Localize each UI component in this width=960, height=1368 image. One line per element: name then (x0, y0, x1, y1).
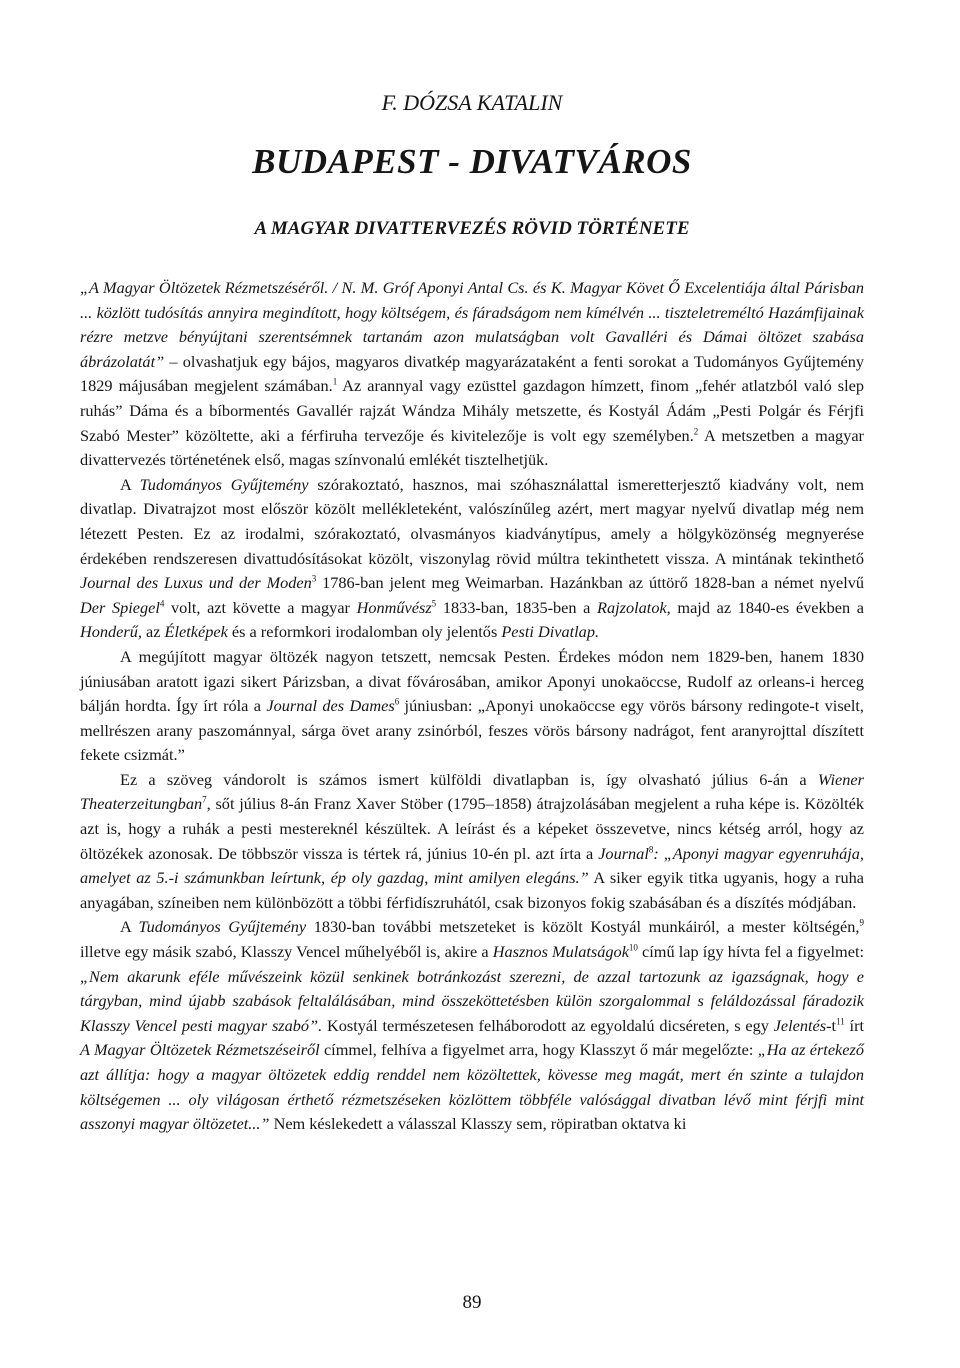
text-run: „Ha az értekező azt állítja: hogy a magyar öltözetek eddig renddel nem közöltettek, kövesse meg magát, mert én szinte a tulajdon költségemen ... oly világosan érthető rézmetszéseken közlöttem többféle valósággal divatban lévő mint férjfi mint asszonyi magyar öltözetet...” (80, 1040, 864, 1134)
text-run: : „Aponyi magyar egyenruhája, amelyet az 5.-i számunkban leírtunk, ép oly gazdag, mint amilyen elegáns.” (80, 843, 864, 888)
text-run: írt (844, 1015, 865, 1035)
text-run: Journal (598, 843, 649, 863)
text-run: Honművész (356, 597, 432, 617)
footnote-ref: 4 (159, 598, 165, 609)
text-run: Pesti Divatlap. (501, 622, 600, 642)
text-run: címmel, felhíva a figyelmet arra, hogy Klasszyt ő már megelőzte: (319, 1040, 758, 1060)
text-run: Journal des Luxus und der Moden (80, 573, 312, 593)
text-run: júniusban: „Aponyi unokaöccse egy vörös bársony redingote-t viselt, mellrészen arany paszománnyal, sárga övet arany zsinórból, feszes vörös bársony nadrágot, fent aranyrojttal díszített fekete csizmát.” (80, 696, 864, 765)
footnote-ref: 11 (836, 1016, 845, 1027)
text-run: című lap így hívta fel a figyelmet: (637, 942, 864, 962)
text-run: Journal des Dames (266, 696, 395, 716)
footnote-ref: 6 (394, 696, 400, 707)
footnote-ref: 2 (693, 426, 699, 437)
footnote-ref: 10 (628, 942, 638, 953)
footnote-ref: 5 (431, 598, 437, 609)
text-run: Életképek (164, 622, 228, 642)
text-run: Jelentés (773, 1015, 827, 1035)
text-run: – olvashatjuk egy bájos, magyaros divatkép magyarázataként a fenti sorokat a Tudományos Gyűjtemény 1829 májusában megjelent számában. (80, 351, 864, 396)
text-run: 1786-ban jelent meg Weimarban. Hazánkban az úttörő 1828-ban a német nyelvű (316, 573, 865, 593)
footnote-ref: 1 (332, 376, 338, 387)
text-run: -t (826, 1015, 837, 1035)
text-run: Honderű, (80, 622, 142, 642)
text-run: illetve egy másik szabó, Klasszy Vencel műhelyéből is, akire a (80, 942, 493, 962)
footnote-ref: 7 (202, 795, 207, 806)
footnote-ref: 9 (859, 918, 864, 929)
text-run: „A Magyar Öltözetek Rézmetszéséről. / N. M. Gróf Aponyi Antal Cs. és K. Magyar Követ Ő Excelentiája által Párisban ... közlött tudósítás annyira megindított, hogy költségem, és fáradságom nem kímélvén ... tiszteletreméltó Hazámfijainak rézre metzve bényújtani szerentsémnek tartanám azon mulatságban volt Gavalléri és Dámai öltözet szabása ábrázolatát” (80, 278, 864, 371)
text-run: Rajzolatok, (597, 597, 671, 617)
text-run: A Magyar Öltözetek Rézmetszéseiről (80, 1040, 320, 1060)
text-run: A (120, 474, 140, 494)
text-run: szórakoztató, hasznos, mai szóhasználattal ismeretterjesztő kiadvány volt, nem divatlap. Divatrajzot most először közölt mellékleteként, valószínűleg azért, mert magyar nyelvű divatlap még nem létezett Pesten. Ez az irodalmi, szórakoztató, olvasmányos kiadványtípus, amely a hölgyközönség megnyerése érdekében rendszeresen divattudósításokat közölt, viszonylag rövid múltra tekinthetett vissza. A mintának tekinthető (80, 474, 864, 568)
paragraph-5 (80, 915, 864, 1136)
text-run: , sőt július 8-án Franz Xaver Stöber (1795–1858) átrajzolásában megjelent a ruha képe is. Közölték azt is, hogy a ruhák a pesti mestereknél készültek. A leírást és a képeket összevetve, nincs kétség arról, hogy az öltözékek azonosak. De többször vissza is tértek rá, június 10-én pl. azt írta a (80, 794, 864, 863)
author-name: F. DÓZSA KATALIN (381, 90, 563, 115)
text-run: Nem késlekedett a válasszal Klasszy sem, röpiratban oktatva ki (269, 1114, 687, 1134)
text-run: 1830-ban további metszeteket is közölt Kostyál munkáiról, a mester költségén, (306, 917, 860, 937)
document-page (80, 80, 864, 1340)
page-number: 89 (462, 1292, 482, 1313)
article-subtitle: A MAGYAR DIVATTERVEZÉS RÖVID TÖRTÉNETE (254, 218, 690, 239)
text-run: Tudományos Gyűjtemény (138, 917, 307, 937)
text-run: és a reformkori irodalomban oly jelentős (227, 622, 502, 642)
article-title: BUDAPEST - DIVATVÁROS (252, 142, 692, 181)
text-run: Tudományos Gyűjtemény (139, 474, 309, 494)
footnote-ref: 8 (648, 844, 654, 855)
text-run: A megújított magyar öltözék nagyon tetszett, nemcsak Pesten. Érdekes módon nem 1829-ben, hanem 1830 júniusában aratott igazi sikert Párizsban, a divat fővárosában, amikor Aponyi unokaöccse, Rudolf az orleans-i herceg bálján hordta. Így írt róla a (80, 646, 864, 716)
paragraph-4 (80, 768, 864, 916)
text-run: volt, azt követte a magyar (164, 597, 357, 617)
text-run: A metszetben a magyar divattervezés történetének első, magas színvonalú emlékét tisztelhetjük. (80, 425, 864, 470)
text-run: „Nem akarunk eféle művészeink közül senkinek botránkozást szerezni, de azzal tartozunk az igazságnak, hogy e tárgyban, mind újabb szabások feltalálásában, mind összeköttetésben külön szorgalommal s feláldozással fáradozik Klasszy Vencel pesti magyar szabó”. (80, 966, 864, 1035)
footnote-ref: 3 (311, 573, 317, 584)
text-run: Der Spiegel (80, 597, 160, 617)
text-run: 1833-ban, 1835-ben a (436, 597, 598, 617)
text-run: Az arannyal vagy ezüsttel gazdagon hímzett, finom „fehér atlatzból való slep ruhás” Dáma és a bíbormentés Gavallér rajzát Wándza Mihály metszette, és Kostyál Ádám „Pesti Polgár és Férjfi Szabó Mester” közöltette, aki a férfiruha tervezője és kivitelezője is volt egy személyben. (80, 376, 864, 445)
text-run: Wiener Theaterzeitungban (80, 769, 864, 814)
text-run: az (141, 622, 165, 642)
text-run: Kostyál természetesen felháborodott az egyoldalú dicséreten, s egy (322, 1015, 774, 1035)
text-run: A siker egyik titka ugyanis, hogy a ruha anyagában, színeiben nem különbözött a többi férfidíszruhától, csak bizonyos fokig szabásában és a díszítés módjában. (80, 868, 864, 912)
article-body (80, 276, 864, 1137)
text-run: majd az 1840-es években a (670, 597, 865, 617)
text-run: Hasznos Mulatságok (492, 942, 629, 962)
paragraph-3 (80, 645, 864, 768)
text-run: Ez a szöveg vándorolt is számos ismert külföldi divatlapban is, így olvasható július 6-án a (120, 769, 818, 789)
text-run: A (120, 917, 139, 937)
paragraph-2 (80, 473, 864, 645)
paragraph-1 (80, 276, 864, 473)
